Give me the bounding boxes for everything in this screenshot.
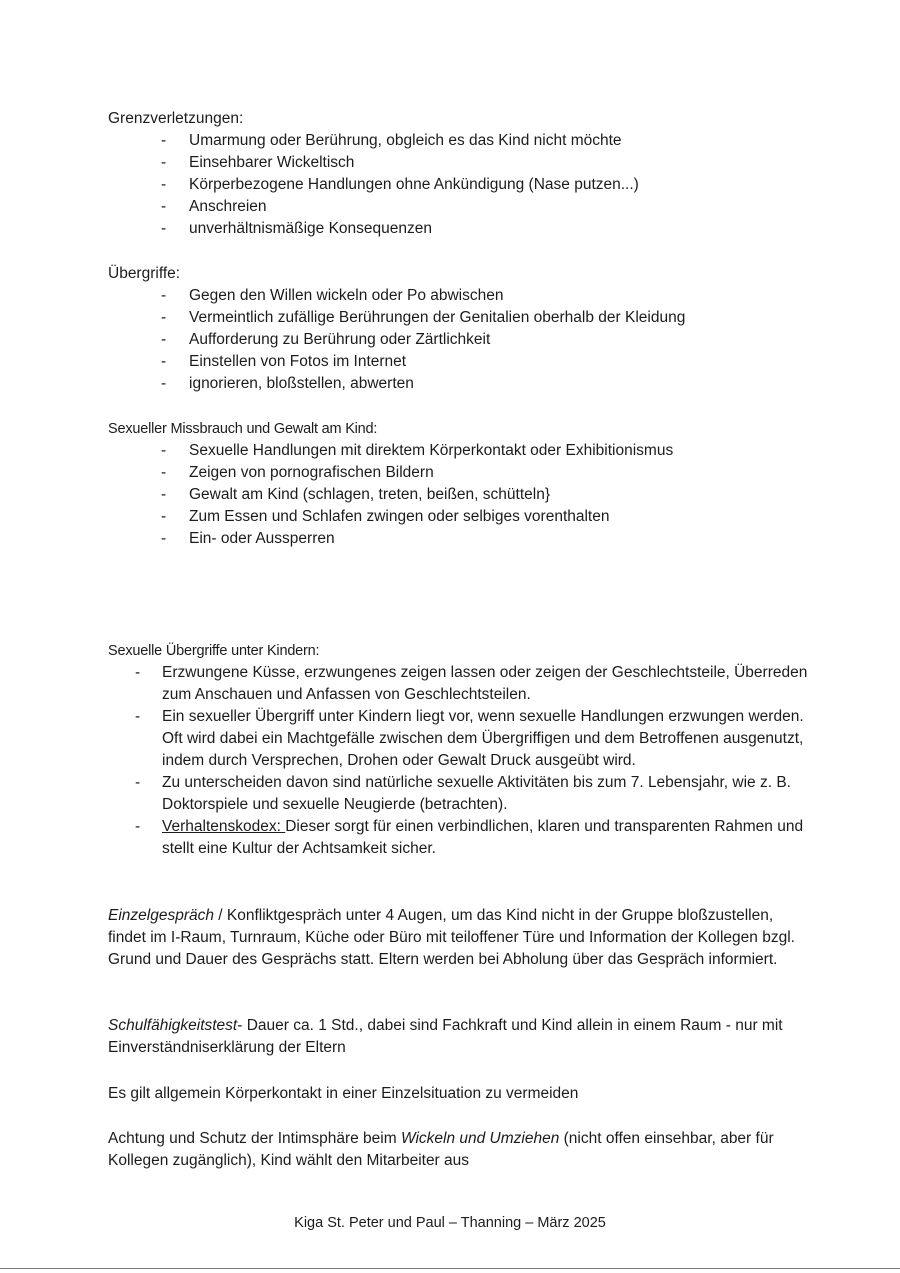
wickeln-umziehen-emphasis: Wickeln und Umziehen	[400, 1130, 560, 1147]
schulfaehigkeitstest-text: - Dauer ca. 1 Std., dabei sind Fachkraft und Kind allein in einem Raum - nur mit Einverständniserklärung der Eltern	[108, 1017, 783, 1056]
list-item: - Ein- oder Aussperren	[189, 528, 829, 550]
paragraph-koerperkontakt: Es gilt allgemein Körperkontakt in einer Einzelsituation zu vermeiden	[108, 1085, 579, 1102]
list-item: - Erzwungene Küsse, erzwungenes zeigen lassen oder zeigen der Geschlechtsteile, Überreden zum Anschauen und Anfassen von Geschlechtsteilen.	[135, 664, 808, 703]
list-kinder	[135, 662, 812, 860]
dash-bullet: -	[161, 486, 167, 503]
list-item: - Zu unterscheiden davon sind natürliche sexuelle Aktivitäten bis zum 7. Lebensjahr, wie z. B. Doktorspiele und sexuelle Neugierde (betrachten).	[135, 774, 791, 813]
list-item: - Körperbezogene Handlungen ohne Ankündigung (Nase putzen...)	[189, 174, 829, 196]
section-heading-missbrauch: Sexueller Missbrauch und Gewalt am Kind:	[108, 421, 378, 437]
dash-bullet: -	[135, 774, 141, 791]
paragraph-intimsphaere: Achtung und Schutz der Intimsphäre beim Wickeln und Umziehen (nicht offen einsehbar, aber für Kollegen zugänglich), Kind wählt den Mitarbeiter aus	[108, 1130, 774, 1169]
dash-bullet: -	[161, 176, 167, 193]
list-item: - Gewalt am Kind (schlagen, treten, beißen, schütteln}	[189, 484, 829, 506]
list-item: - Einsehbarer Wickeltisch	[189, 152, 829, 174]
dash-bullet: -	[135, 664, 141, 681]
einzelgespraech-text: / Konfliktgespräch unter 4 Augen, um das Kind nicht in der Gruppe bloßzustellen, findet im I-Raum, Turnraum, Küche oder Büro mit teiloffener Türe und Information der Kollegen bzgl. Grund und Dauer des Gesprächs statt. Eltern werden bei Abholung über das Gespräch informiert.	[108, 907, 795, 968]
list-item: - Sexuelle Handlungen mit direktem Körperkontakt oder Exhibitionismus	[189, 440, 829, 462]
dash-bullet: -	[161, 508, 167, 525]
dash-bullet: -	[161, 442, 167, 459]
paragraph-einzelgespraech	[108, 905, 798, 971]
paragraph-schulfaehigkeitstest	[108, 1015, 798, 1059]
section-heading-grenzverletzungen: Grenzverletzungen:	[108, 110, 244, 127]
list-item: - unverhältnismäßige Konsequenzen	[189, 218, 829, 240]
schulfaehigkeitstest-label: Schulfähigkeitstest	[108, 1017, 238, 1034]
list-item: - Anschreien	[189, 196, 829, 218]
dash-bullet: -	[161, 220, 167, 237]
dash-bullet: -	[161, 154, 167, 171]
section-heading-uebergriffe: Übergriffe:	[108, 265, 181, 282]
list-missbrauch	[161, 440, 829, 550]
verhaltenskodex-label: Verhaltenskodex:	[162, 818, 286, 835]
list-item: - Einstellen von Fotos im Internet	[189, 351, 829, 373]
dash-bullet: -	[161, 353, 167, 370]
page-footer: Kiga St. Peter und Paul – Thanning – März 2025	[294, 1215, 606, 1231]
list-item	[135, 816, 812, 860]
dash-bullet: -	[135, 708, 141, 725]
verhaltenskodex-text: Dieser sorgt für einen verbindlichen, klaren und transparenten Rahmen und stellt eine Kultur der Achtsamkeit sicher.	[162, 818, 804, 857]
list-item: - Vermeintlich zufällige Berührungen der Genitalien oberhalb der Kleidung	[189, 307, 829, 329]
dash-bullet: -	[161, 375, 167, 392]
dash-bullet: -	[161, 331, 167, 348]
dash-bullet: -	[161, 198, 167, 215]
bottom-divider	[0, 1268, 900, 1269]
list-item: - Zeigen von pornografischen Bildern	[189, 462, 829, 484]
dash-bullet: -	[161, 287, 167, 304]
list-item: - Ein sexueller Übergriff unter Kindern liegt vor, wenn sexuelle Handlungen erzwungen werden. Oft wird dabei ein Machtgefälle zwischen dem Übergriffigen und dem Betroffenen ausgenutzt, indem durch Versprechen, Drohen oder Gewalt Druck ausgeübt wird.	[135, 708, 804, 769]
list-item: - Umarmung oder Berührung, obgleich es das Kind nicht möchte	[189, 130, 829, 152]
list-grenzverletzungen	[161, 130, 829, 240]
dash-bullet: -	[161, 132, 167, 149]
einzelgespraech-label: Einzelgespräch	[108, 907, 214, 924]
section-heading-kinder: Sexuelle Übergriffe unter Kindern:	[108, 643, 320, 659]
dash-bullet: -	[161, 464, 167, 481]
list-item: - ignorieren, bloßstellen, abwerten	[189, 373, 829, 395]
dash-bullet: -	[135, 818, 141, 835]
list-item: - Aufforderung zu Berührung oder Zärtlichkeit	[189, 329, 829, 351]
list-item: - Zum Essen und Schlafen zwingen oder selbiges vorenthalten	[189, 506, 829, 528]
dash-bullet: -	[161, 530, 167, 547]
list-item: - Gegen den Willen wickeln oder Po abwischen	[189, 285, 829, 307]
list-uebergriffe	[161, 285, 829, 395]
dash-bullet: -	[161, 309, 167, 326]
